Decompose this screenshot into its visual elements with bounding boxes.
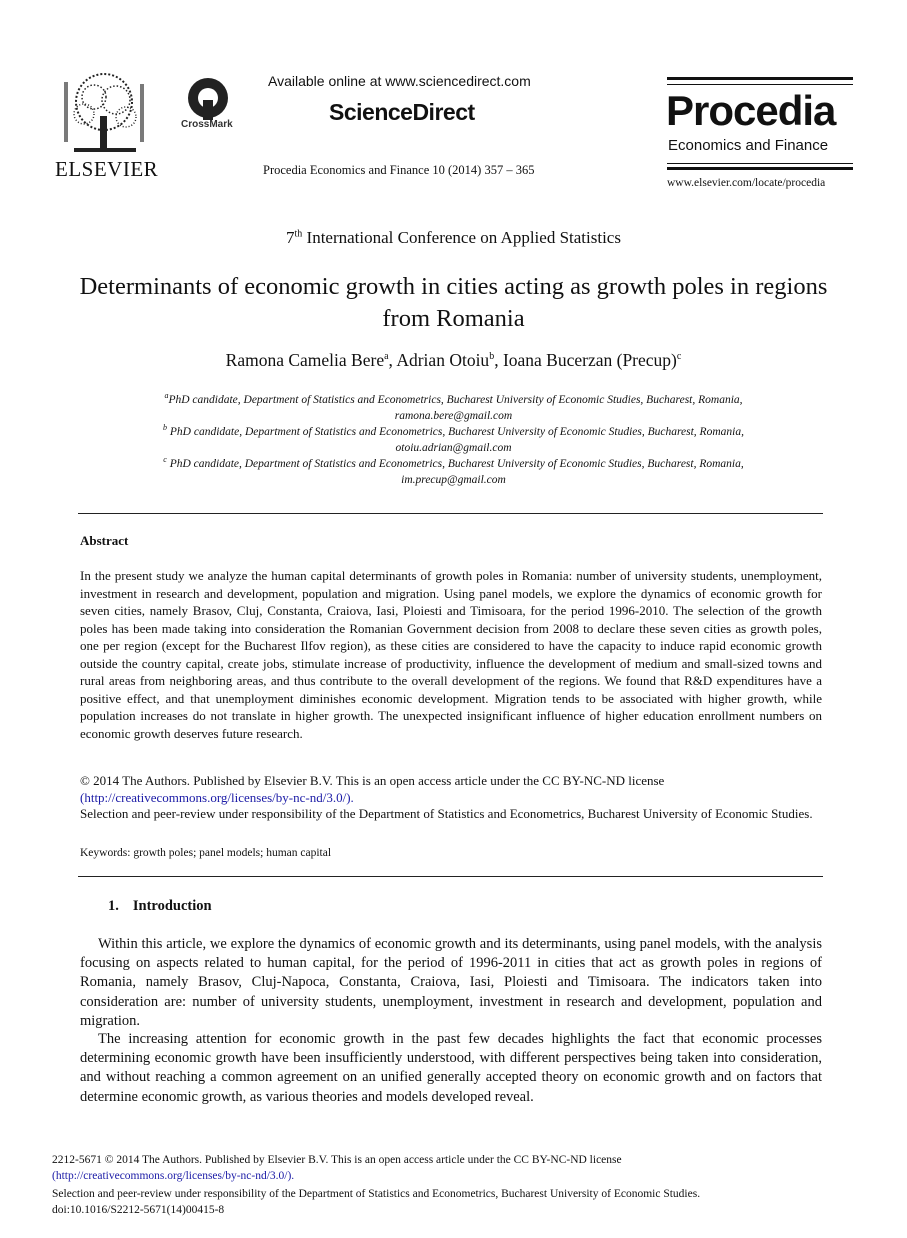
conference-name	[0, 228, 907, 248]
affiliation-email[interactable]: otoiu.adrian@gmail.com	[395, 441, 512, 454]
conference-ordinal: 7	[286, 228, 295, 247]
affiliation-text: PhD candidate, Department of Statistics and Econometrics, Bucharest University of Economic Studies, Bucharest, Romania,	[167, 425, 744, 438]
author-mark: c	[676, 351, 682, 363]
abstract-heading: Abstract	[80, 533, 129, 548]
article-title: Determinants of economic growth in cities acting as growth poles in regions from Romania	[79, 273, 828, 332]
license-link[interactable]: (http://creativecommons.org/licenses/by-nc-nd/3.0/).	[80, 789, 354, 805]
brand-rule-bottom	[667, 167, 853, 170]
sciencedirect-brand: ScienceDirect	[329, 99, 475, 125]
affiliation	[110, 452, 797, 488]
brand-rule-bottom-thin	[667, 163, 853, 164]
elsevier-logo-text: ELSEVIER	[55, 157, 159, 181]
author-separator: ,	[388, 350, 397, 370]
footer-copyright: 2212-5671 © 2014 The Authors. Published by Elsevier B.V. This is an open access article under the CC BY-NC-ND license	[52, 1154, 622, 1166]
copyright-notice	[80, 773, 820, 806]
conference-ordinal-suffix: th	[294, 228, 303, 240]
footer-license-link[interactable]: (http://creativecommons.org/licenses/by-nc-nd/3.0/).	[52, 1170, 295, 1182]
brand-rule-top	[667, 77, 853, 80]
section-title: Introduction	[132, 898, 212, 914]
available-online-text: Available online at www.sciencedirect.com	[268, 73, 531, 89]
journal-brand: Procedia	[666, 87, 836, 134]
introduction-heading	[108, 898, 212, 915]
footer-doi[interactable]: doi:10.1016/S2212-5671(14)00415-8	[52, 1204, 225, 1216]
journal-citation: Procedia Economics and Finance 10 (2014) 357 – 365	[263, 163, 535, 177]
affiliation-text: PhD candidate, Department of Statistics and Econometrics, Bucharest University of Economic Studies, Bucharest, Romania,	[166, 457, 744, 470]
affiliation-mark: b	[163, 423, 168, 432]
affiliation-mark: a	[164, 391, 169, 400]
affiliation-text: PhD candidate, Department of Statistics and Econometrics, Bucharest University of Economic Studies, Bucharest, Romania,	[168, 393, 743, 406]
affiliation-email[interactable]: ramona.bere@gmail.com	[394, 409, 513, 422]
introduction-paragraph: Within this article, we explore the dynamics of economic growth and its determinants, using panel models, with the analysis focusing on aspects related to human capital, for the period of 1996-2011 in cities that act as growth poles in regions of Romania, namely Brasov, Cluj-Napoca, Constanta, Craiova, Iasi, Ploiesti and Timisoara. The indicators taken into consideration are: number of university students, unemployment, investment in research and development, population and migration.	[80, 936, 822, 1029]
author-list	[0, 350, 907, 371]
section-number: 1.	[108, 898, 119, 914]
author-mark: b	[489, 351, 495, 363]
author-name[interactable]: Ioana Bucerzan (Precup)	[502, 350, 677, 370]
crossmark-label: CrossMark	[181, 119, 233, 130]
affiliation	[110, 420, 797, 456]
conference-title: International Conference on Applied Statistics	[302, 228, 621, 247]
affiliation	[110, 388, 797, 424]
author-separator: ,	[494, 350, 503, 370]
introduction-paragraph: The increasing attention for economic growth in the past few decades highlights the fact that economic processes determining economic growth have been insufficiently understood, with different perspectives being taken into consideration, and without reaching a common agreement on an unified generally accepted theory on economic growth and on factors that determine economic growth, as various theories and models developed reveal.	[80, 1031, 822, 1105]
brand-rule-top-thin	[667, 84, 853, 85]
journal-url-link[interactable]: www.elsevier.com/locate/procedia	[667, 177, 826, 189]
copyright-text: © 2014 The Authors. Published by Elsevier B.V. This is an open access article under the CC BY-NC-ND license	[80, 773, 665, 788]
abstract-body: In the present study we analyze the human capital determinants of growth poles in Romania: number of university students, unemployment, investment in research and development, population and migration. Using panel models, we explore the dynamics of economic growth for seven cities, namely Brasov, Cluj, Constanta, Craiova, Iasi, Ploiesti and Timisoara, for the period 1996-2010. The selection of the growth poles has been made taking into consideration the Romanian Government decision from 2008 to declare these seven cities as growth poles, one per region (except for the Bucharest Ilfov region), as these cities are considered to have the capacity to induce rapid economic growth outside the country capital, create jobs, stimulate increase of productivity, influence the development of medium and small-sized towns and rural areas from neighboring areas, and thus contribute to the overall development of the regions. We found that R&D expenditures have a positive effect, and that unemployment diminishes economic development. Migration tends to be associated with higher growth, while population increases do not translate in higher growth. The unexpected insignificant influence of higher education enrollment numbers on economic growth deserves future research.	[80, 568, 822, 741]
section-divider	[78, 876, 823, 877]
journal-brand-subtitle: Economics and Finance	[668, 137, 829, 154]
affiliation-email[interactable]: im.precup@gmail.com	[401, 473, 506, 486]
peer-review-notice: Selection and peer-review under responsibility of the Department of Statistics and Econometrics, Bucharest University of Economic Studies.	[80, 806, 813, 821]
author-name[interactable]: Ramona Camelia Bere	[225, 350, 385, 370]
author-name[interactable]: Adrian Otoiu	[396, 350, 490, 370]
affiliation-mark: c	[163, 455, 167, 464]
keywords: Keywords: growth poles; panel models; human capital	[80, 847, 332, 859]
section-divider	[78, 513, 823, 514]
author-mark: a	[384, 351, 389, 363]
footer-peer-review: Selection and peer-review under responsibility of the Department of Statistics and Econometrics, Bucharest University of Economic Studies.	[52, 1188, 701, 1200]
